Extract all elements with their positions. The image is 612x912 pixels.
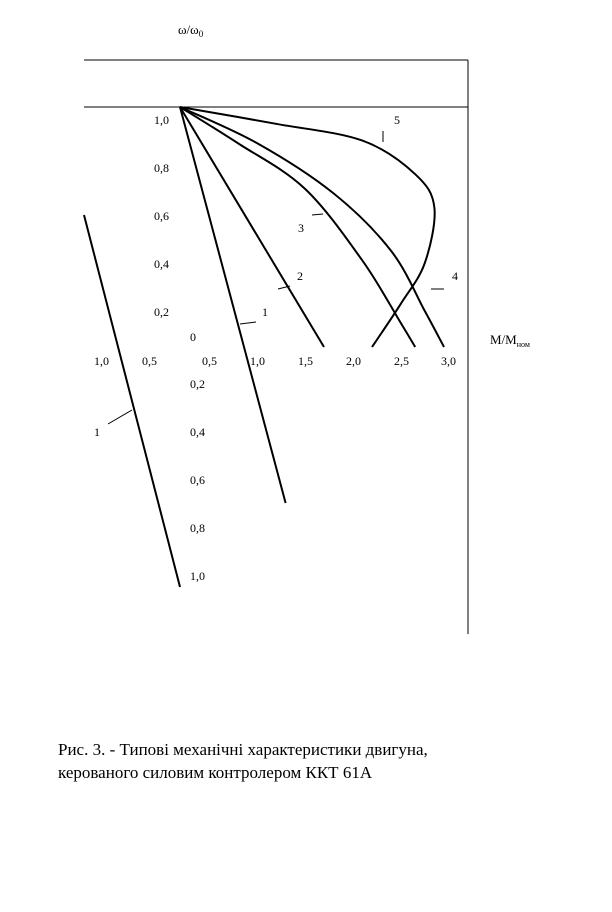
- y-tick-label: 1,0: [190, 569, 205, 583]
- x-ticks-positive: [202, 354, 456, 368]
- y-tick-label: 0,4: [154, 257, 169, 271]
- curve-4: [180, 107, 444, 347]
- y-tick-label: 0,2: [190, 377, 205, 391]
- caption-line-2: керованого силовим контролером ККТ 61А: [58, 763, 373, 782]
- x-tick-label: 0,5: [142, 354, 157, 368]
- y-tick-label: 0,2: [154, 305, 169, 319]
- curve-label-4: 4: [452, 269, 458, 283]
- y-ticks-positive: [154, 113, 169, 319]
- y-tick-label: 0,6: [190, 473, 205, 487]
- y-tick-label: 0,4: [190, 425, 205, 439]
- curves-group: [84, 107, 444, 587]
- curve-label-5: 5: [394, 113, 400, 127]
- x-tick-label: 1,0: [94, 354, 109, 368]
- figure-caption: [58, 738, 578, 784]
- curve-1-motor: [180, 107, 286, 503]
- x-tick-label: 3,0: [441, 354, 456, 368]
- origin-label: 0: [190, 330, 196, 344]
- caption-line-1: Рис. 3. - Типові механічні характеристики двигуна,: [58, 740, 428, 759]
- leader-line-1-reverse: [108, 410, 132, 424]
- leader-line-1-motor: [240, 322, 256, 324]
- y-tick-label: 0,8: [154, 161, 169, 175]
- y-axis-title: $\omega/\omega_0$: [178, 22, 204, 39]
- curve-label-1-motor: 1: [262, 305, 268, 319]
- x-tick-label: 2,0: [346, 354, 361, 368]
- x-tick-label: 0,5: [202, 354, 217, 368]
- curve-label-2: 2: [297, 269, 303, 283]
- y-ticks-negative: [190, 377, 205, 583]
- y-tick-label: 0,6: [154, 209, 169, 223]
- curve-5: [180, 107, 435, 347]
- curve-label-3: 3: [298, 221, 304, 235]
- x-tick-label: 1,0: [250, 354, 265, 368]
- leader-line-3: [312, 214, 323, 215]
- x-axis-title: $M/M_{ном}$: [490, 332, 530, 349]
- x-tick-label: 1,5: [298, 354, 313, 368]
- curve-label-1-reverse: 1: [94, 425, 100, 439]
- x-ticks-negative: [94, 354, 157, 368]
- curve-labels: [94, 113, 458, 439]
- y-tick-label: 1,0: [154, 113, 169, 127]
- y-tick-label: 0,8: [190, 521, 205, 535]
- x-tick-label: 2,5: [394, 354, 409, 368]
